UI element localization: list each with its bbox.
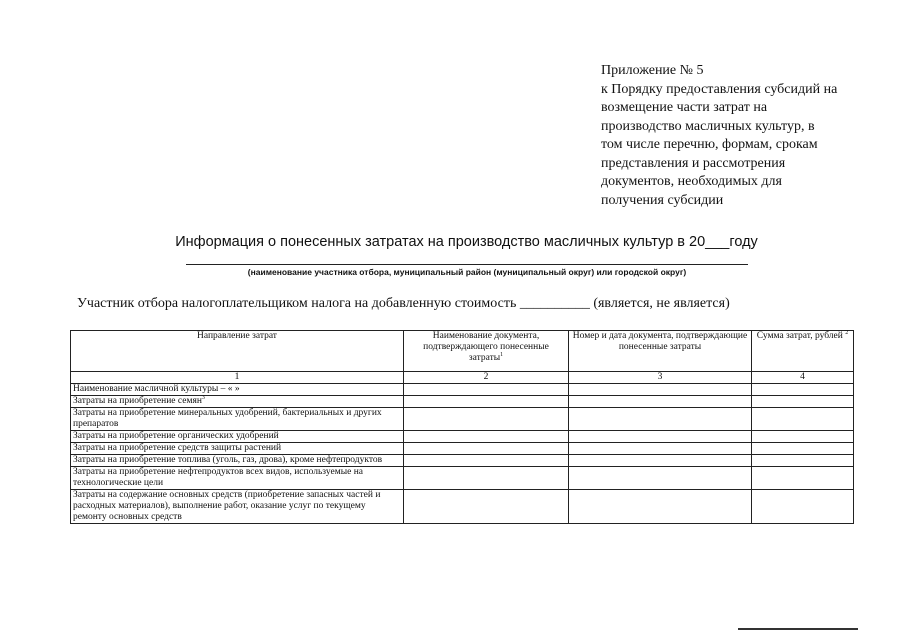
table-row	[71, 490, 854, 524]
empty-cell	[569, 384, 752, 396]
document-title: Информация о понесенных затратах на производство масличных культур в 20___году	[175, 234, 758, 250]
empty-cell	[752, 443, 854, 455]
vat-statement: Участник отбора налогоплательщиком налога на добавленную стоимость __________ (является, не является)	[77, 296, 730, 311]
empty-cell	[569, 396, 752, 408]
table-row	[71, 408, 854, 431]
table-header-row	[71, 331, 854, 372]
empty-cell	[752, 384, 854, 396]
header-cell: Направление затрат	[71, 331, 404, 372]
table-row	[71, 443, 854, 455]
appendix-block	[601, 62, 871, 210]
empty-cell	[752, 408, 854, 431]
table-row	[71, 455, 854, 467]
appendix-line: представления и рассмотрения	[601, 155, 786, 171]
header-cell: Номер и дата документа, подтверждающие понесенные затраты	[569, 331, 752, 372]
row-label: Затраты на приобретение топлива (уголь, газ, дрова), кроме нефтепродуктов	[71, 455, 404, 467]
scan-edge-mark	[738, 628, 858, 630]
participant-name-caption: (наименование участника отбора, муниципальный район (муниципальный округ) или городской округ)	[247, 267, 687, 277]
appendix-line: том числе перечню, формам, срокам	[601, 137, 818, 152]
appendix-line: документов, необходимых для	[601, 174, 782, 189]
footnote-mark: 1	[500, 351, 504, 358]
empty-cell	[752, 467, 854, 490]
row-label: Затраты на приобретение семян$^3$	[71, 396, 404, 408]
empty-cell	[569, 455, 752, 467]
column-number-row	[71, 372, 854, 384]
table-row	[71, 467, 854, 490]
footnote-mark: 3	[201, 394, 205, 401]
costs-table	[70, 330, 854, 524]
appendix-line: производство масличных культур, в	[601, 118, 815, 134]
appendix-line: Приложение № 5	[601, 63, 704, 78]
row-label: Затраты на приобретение нефтепродуктов всех видов, используемые на технологические цели	[71, 467, 404, 490]
row-label: Затраты на содержание основных средств (приобретение запасных частей и расходных материалов), выполнение работ, оказание услуг по текущему ремонту основных средств	[71, 490, 404, 524]
empty-cell	[752, 396, 854, 408]
empty-cell	[569, 431, 752, 443]
table-row	[71, 384, 854, 396]
column-number: 3	[569, 372, 752, 384]
appendix-line: получения субсидии	[601, 192, 724, 208]
empty-cell	[569, 408, 752, 431]
header-cell: Наименование документа, подтверждающего понесенные затраты$^1$	[404, 331, 569, 372]
empty-cell	[569, 490, 752, 524]
empty-cell	[569, 443, 752, 455]
footnote-mark: 2	[845, 329, 849, 336]
empty-cell	[404, 490, 569, 524]
empty-cell	[404, 431, 569, 443]
participant-name-line	[186, 264, 748, 265]
row-label: Затраты на приобретение минеральных удобрений, бактериальных и других препаратов	[71, 408, 404, 431]
empty-cell	[404, 384, 569, 396]
row-label: Затраты на приобретение органических удобрений	[71, 431, 404, 443]
empty-cell	[752, 431, 854, 443]
column-number: 2	[404, 372, 569, 384]
empty-cell	[404, 467, 569, 490]
column-number: 1	[71, 372, 404, 384]
row-label: Затраты на приобретение средств защиты растений	[71, 443, 404, 455]
empty-cell	[752, 490, 854, 524]
empty-cell	[404, 408, 569, 431]
table-row	[71, 431, 854, 443]
header-cell: Сумма затрат, рублей $^2$	[752, 331, 854, 372]
table-row	[71, 396, 854, 408]
row-label: Наименование масличной культуры – « »	[71, 384, 404, 396]
empty-cell	[404, 396, 569, 408]
column-number: 4	[752, 372, 854, 384]
empty-cell	[404, 443, 569, 455]
empty-cell	[752, 455, 854, 467]
empty-cell	[404, 455, 569, 467]
empty-cell	[569, 467, 752, 490]
appendix-line: возмещение части затрат на	[601, 100, 768, 115]
appendix-line: к Порядку предоставления субсидий на	[601, 81, 838, 97]
